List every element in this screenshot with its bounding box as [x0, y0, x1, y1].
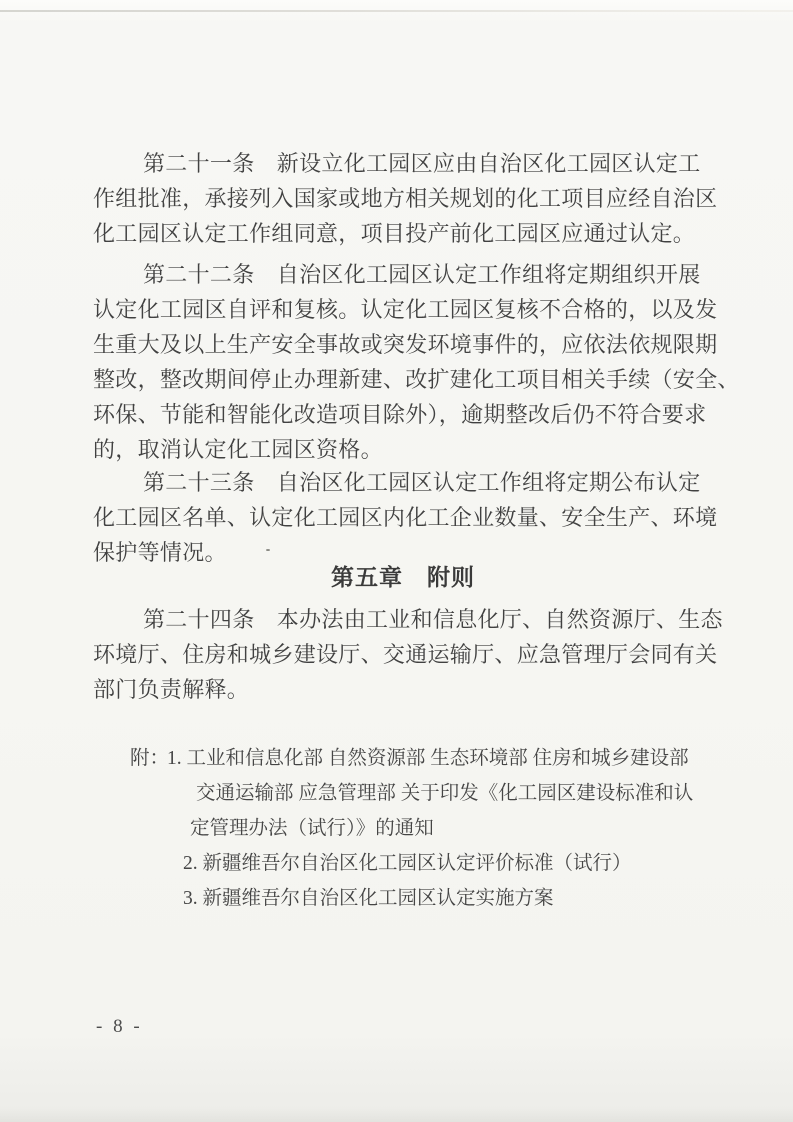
paragraph-article-23: [93, 465, 718, 570]
article-22-line: 的，取消认定化工园区资格。: [93, 437, 383, 462]
article-21-line: 第二十一条 新设立化工园区应由自治区化工园区认定工: [143, 151, 701, 176]
article-22-line: 生重大及以上生产安全事故或突发环境事件的，应依法依规限期: [93, 332, 718, 357]
attachment-item-1: 1. 工业和信息化部 自然资源部 生态环境部 住房和城乡建设部: [167, 748, 689, 769]
attachments-label: 附：: [130, 748, 170, 769]
article-23-line: 化工园区名单、认定化工园区内化工企业数量、安全生产、环境: [93, 505, 718, 530]
attachment-item-3: 3. 新疆维吾尔自治区化工园区认定实施方案: [183, 888, 554, 909]
article-22-line: 整改，整改期间停止办理新建、改扩建化工项目相关手续（安全、: [93, 367, 740, 392]
article-23-line: 保护等情况。: [93, 540, 227, 565]
attachments-list: [130, 741, 730, 916]
attachment-item-1-continuation: 交通运输部 应急管理部 关于印发《化工园区建设标准和认: [196, 783, 694, 804]
article-22-line: 第二十二条 自治区化工园区认定工作组将定期组织开展: [143, 262, 701, 287]
paragraph-article-22: [93, 257, 740, 467]
attachment-item-2: 2. 新疆维吾尔自治区化工园区认定评价标准（试行）: [183, 853, 632, 874]
article-23-line: 第二十三条 自治区化工园区认定工作组将定期公布认定: [143, 470, 701, 495]
attachment-item-1-continuation: 定管理办法（试行）》的通知: [190, 818, 434, 839]
article-24-line: 部门负责解释。: [93, 677, 250, 702]
paragraph-article-21: [93, 146, 718, 251]
scan-edge-line: [0, 10, 793, 12]
paragraph-article-24: [93, 602, 723, 707]
article-24-line: 第二十四条 本办法由工业和信息化厅、自然资源厅、生态: [143, 607, 723, 632]
article-21-line: 作组批准，承接列入国家或地方相关规划的化工项目应经自治区: [93, 186, 718, 211]
article-21-line: 化工园区认定工作组同意，项目投产前化工园区应通过认定。: [93, 221, 696, 246]
scan-bottom-shade: [0, 1108, 793, 1122]
article-22-line: 环保、节能和智能化改造项目除外），逾期整改后仍不符合要求: [93, 402, 707, 427]
page-number: - 8 -: [96, 1016, 143, 1037]
article-22-line: 认定化工园区自评和复核。认定化工园区复核不合格的，以及发: [93, 297, 718, 322]
scan-speck: [266, 549, 270, 551]
article-24-line: 环境厅、住房和城乡建设厅、交通运输厅、应急管理厅会同有关: [93, 642, 718, 667]
chapter-heading: 第五章 附则: [331, 564, 475, 590]
